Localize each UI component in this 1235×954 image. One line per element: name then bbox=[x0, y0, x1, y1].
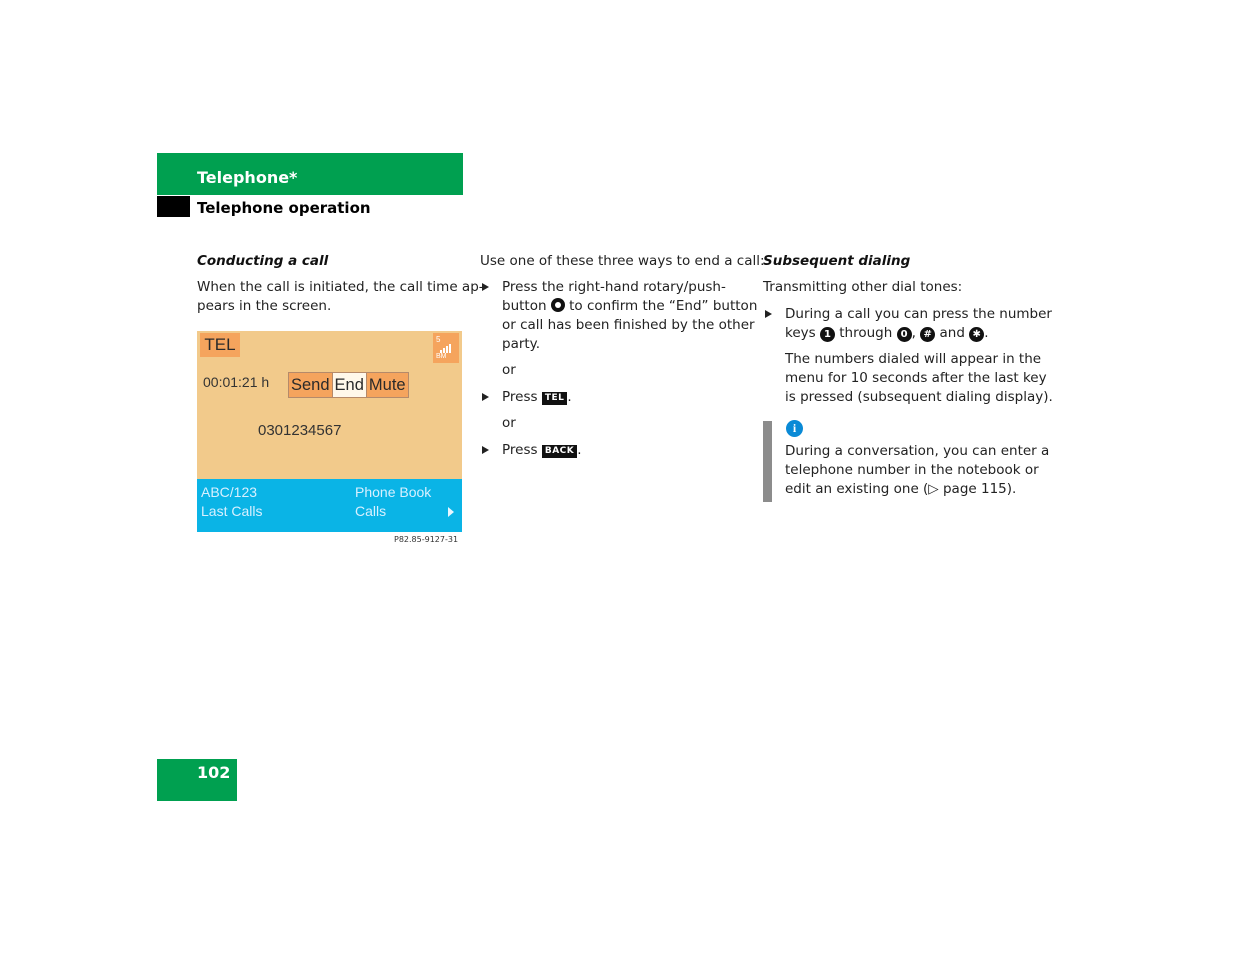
end-call-option3: Press BACK . bbox=[502, 442, 582, 458]
hash-key-icon: # bbox=[920, 327, 935, 342]
tel-key-icon: TEL bbox=[542, 392, 568, 405]
or-separator-2: or bbox=[502, 415, 516, 431]
subsequent-dialing-line1: During a call you can press the number bbox=[785, 306, 1052, 322]
display-menu-bar bbox=[197, 479, 462, 532]
info-note-line3: edit an existing one (▷ page 115). bbox=[785, 481, 1017, 497]
end-call-intro: Use one of these three ways to end a call: bbox=[480, 253, 765, 269]
press-label: Press bbox=[502, 442, 538, 458]
key-0-icon: 0 bbox=[897, 327, 912, 342]
signal-bars-icon bbox=[440, 344, 454, 353]
subsequent-dialing-line2: keys 1 through 0 , # and ✱ . bbox=[785, 325, 989, 341]
end-call-option2: Press TEL . bbox=[502, 389, 572, 405]
info-note-line2: telephone number in the notebook or bbox=[785, 462, 1039, 478]
section-title: Telephone operation bbox=[197, 199, 371, 217]
menu-phone-book[interactable]: Phone Book bbox=[355, 484, 432, 500]
telephone-display-screenshot bbox=[197, 331, 462, 532]
menu-last-calls[interactable]: Last Calls bbox=[201, 503, 263, 519]
menu-calls[interactable]: Calls bbox=[355, 503, 387, 519]
signal-top-label: 5 bbox=[436, 335, 441, 344]
or-separator-1: or bbox=[502, 362, 516, 378]
menu-arrow-right-icon bbox=[448, 507, 454, 517]
dialed-number: 0301234567 bbox=[258, 422, 342, 439]
mute-button[interactable]: Mute bbox=[367, 373, 408, 397]
menu-abc123[interactable]: ABC/123 bbox=[201, 484, 258, 500]
info-note-bar bbox=[763, 421, 772, 502]
end-call-option1-line2 bbox=[502, 297, 757, 316]
call-time: 00:01:21 h bbox=[203, 374, 270, 390]
bullet-arrow-icon bbox=[765, 310, 772, 318]
conducting-call-text-line2: pears in the screen. bbox=[197, 298, 332, 314]
end-call-option1-line4: party. bbox=[502, 336, 541, 352]
subsequent-dialing-note-line1: The numbers dialed will appear in the bbox=[785, 351, 1042, 367]
send-button[interactable]: Send bbox=[289, 373, 333, 397]
subsequent-dialing-intro: Transmitting other dial tones: bbox=[763, 279, 963, 295]
subsequent-dialing-heading: Subsequent dialing bbox=[763, 253, 911, 269]
button-word: button bbox=[502, 298, 547, 314]
info-icon: i bbox=[786, 420, 803, 437]
signal-strength-indicator bbox=[433, 333, 459, 363]
end-button[interactable]: End bbox=[333, 373, 367, 397]
subsequent-dialing-note-line2: menu for 10 seconds after the last key bbox=[785, 370, 1047, 386]
end-call-option1-line1: Press the right-hand rotary/push- bbox=[502, 279, 726, 295]
chapter-title: Telephone* bbox=[197, 168, 298, 187]
call-button-row bbox=[288, 372, 409, 398]
display-mode-label: TEL bbox=[200, 333, 240, 357]
press-label: Press bbox=[502, 389, 538, 405]
conducting-call-text-line1: When the call is initiated, the call time ap- bbox=[197, 279, 484, 295]
figure-reference: P82.85-9127-31 bbox=[394, 535, 459, 544]
confirm-end-text: to confirm the “End” button bbox=[569, 298, 758, 314]
subsequent-dialing-note-line3: is pressed (subsequent dialing display). bbox=[785, 389, 1053, 405]
end-call-option1-line3: or call has been finished by the other bbox=[502, 317, 755, 333]
key-1-icon: 1 bbox=[820, 327, 835, 342]
bullet-arrow-icon bbox=[482, 283, 489, 291]
header-marker bbox=[157, 196, 190, 217]
signal-bottom-label: BM bbox=[436, 353, 447, 360]
conducting-call-heading: Conducting a call bbox=[197, 253, 329, 269]
rotary-push-button-icon bbox=[551, 298, 565, 312]
back-key-icon: BACK bbox=[542, 445, 577, 458]
star-key-icon: ✱ bbox=[969, 327, 984, 342]
page-number: 102 bbox=[197, 763, 231, 782]
bullet-arrow-icon bbox=[482, 446, 489, 454]
info-note-line1: During a conversation, you can enter a bbox=[785, 443, 1050, 459]
bullet-arrow-icon bbox=[482, 393, 489, 401]
